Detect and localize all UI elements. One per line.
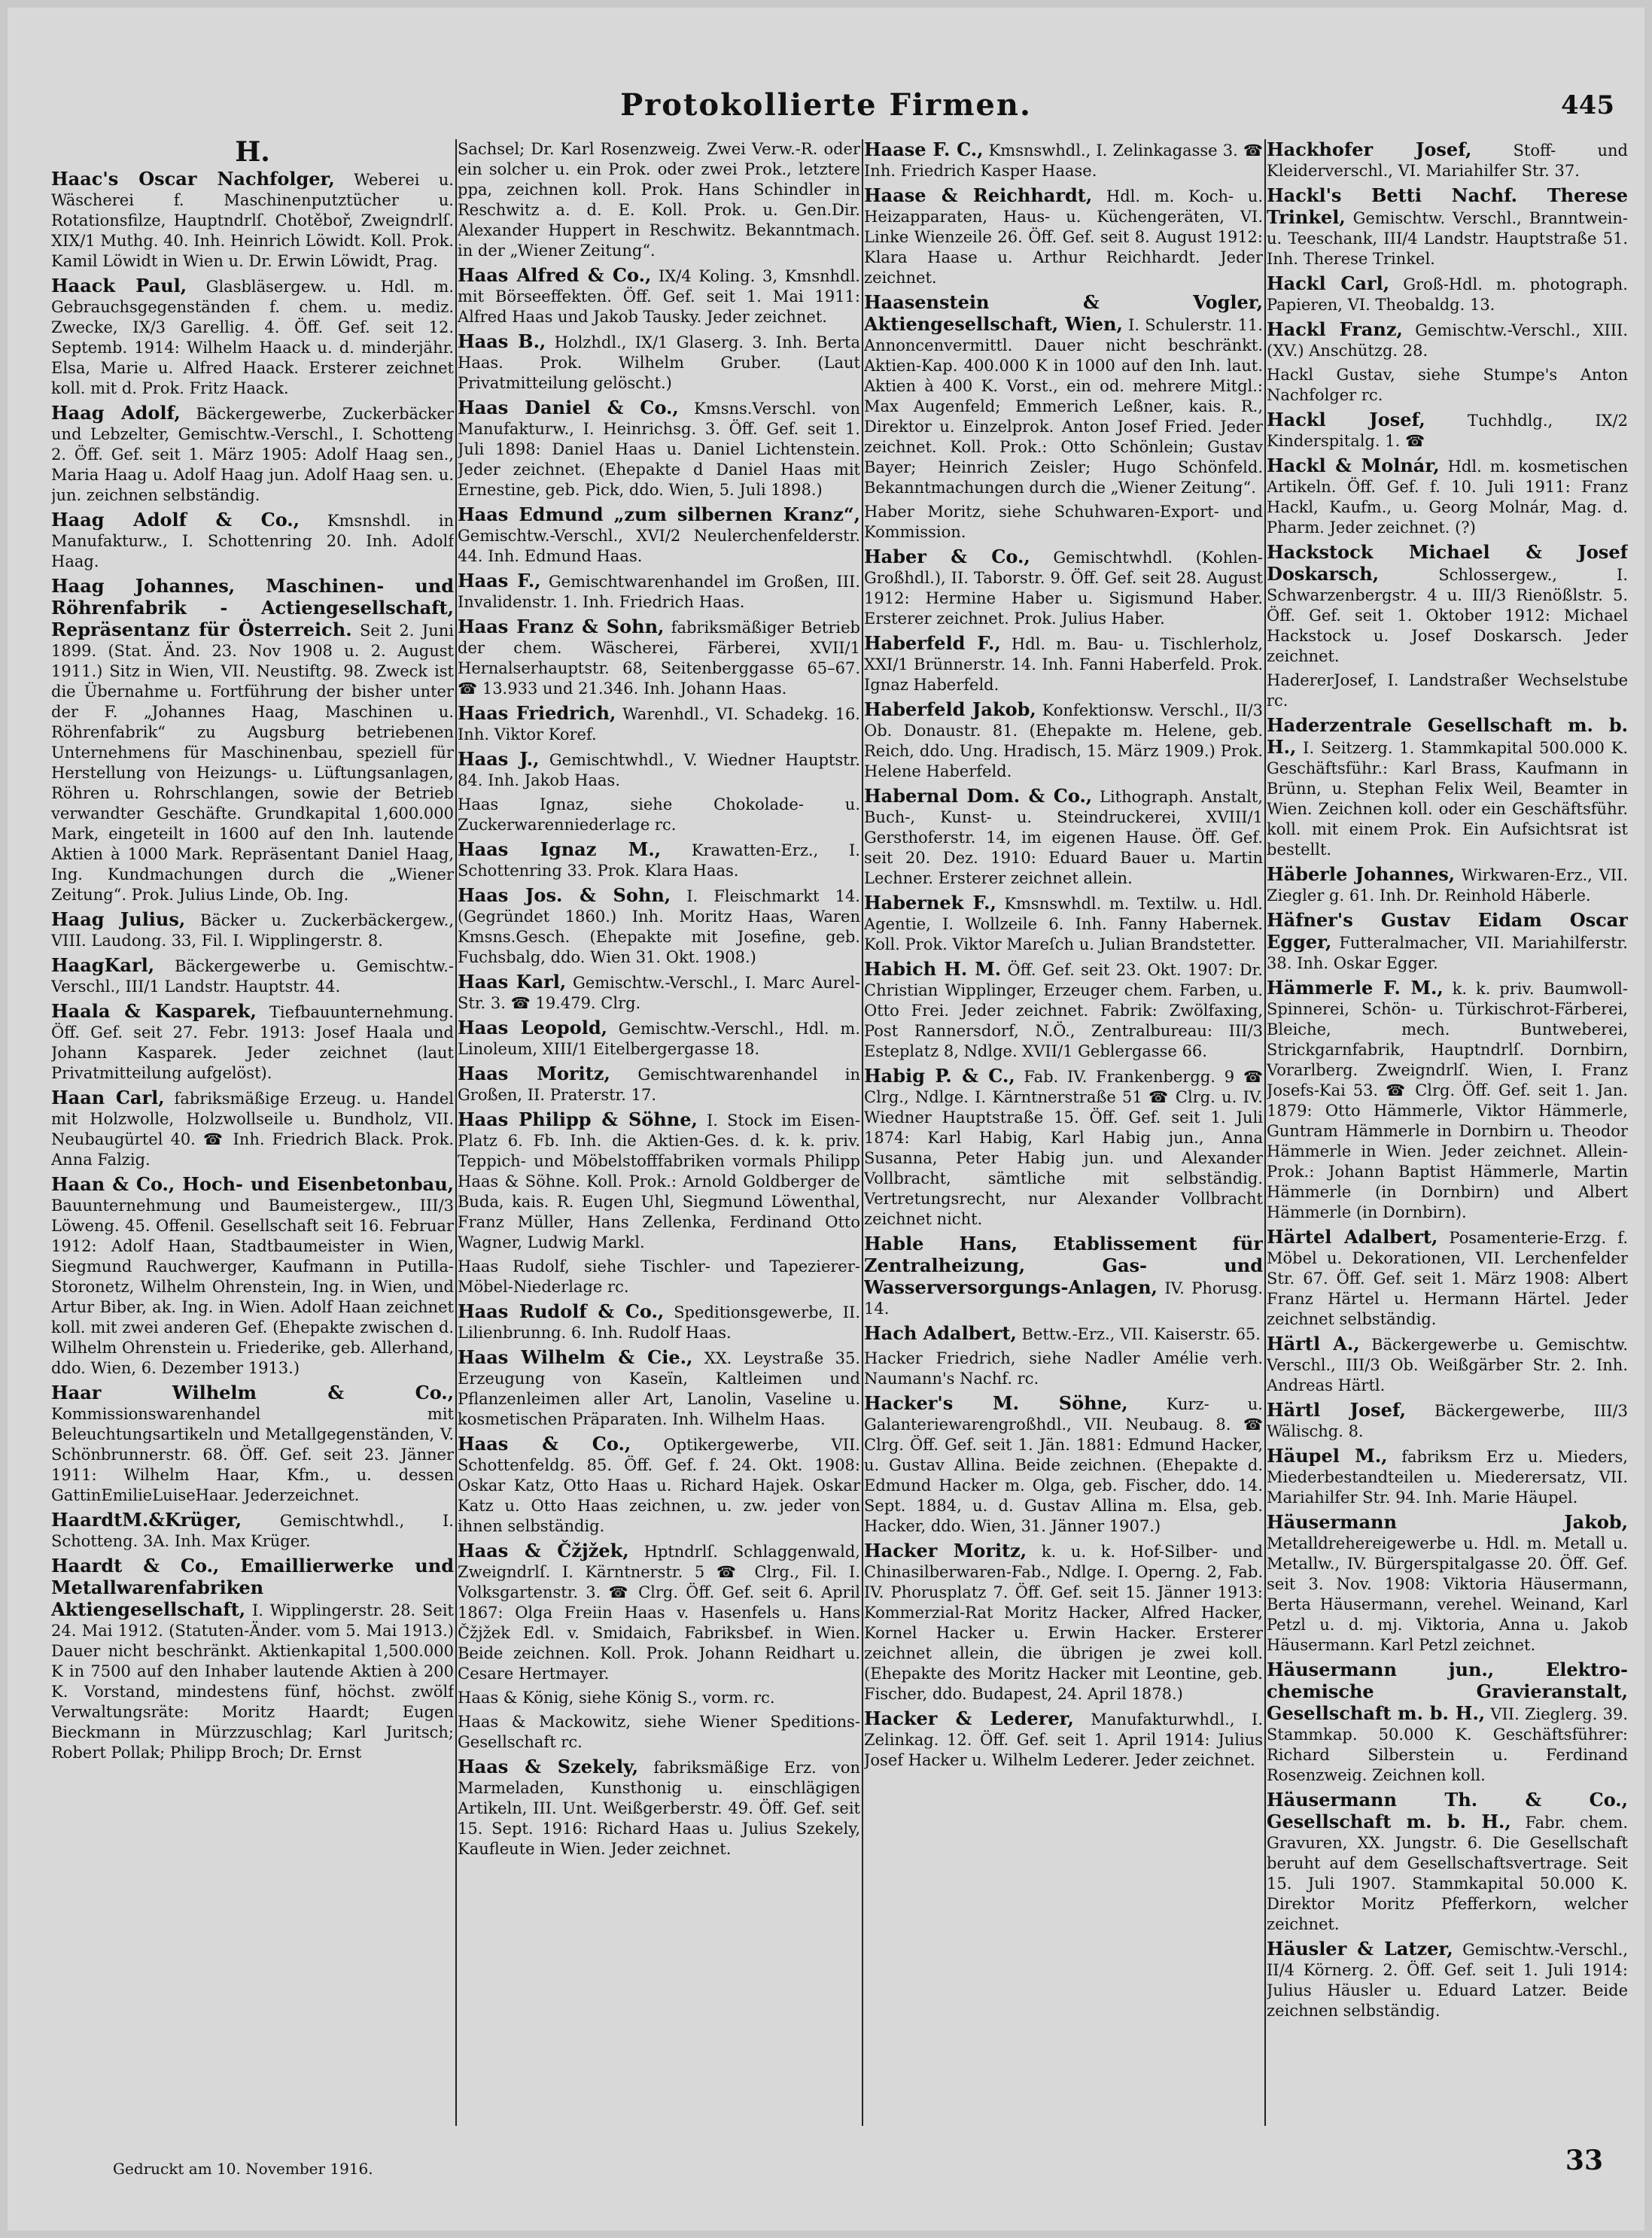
firm-details: Gemischtw.-Verschl., II/4 Körnerg. 2. Öff. Gef. seit 1. Juli 1914: Julius Häusler u. Eduard Latzer. Beide zeichnen selbständig. [1267, 1941, 1628, 2020]
directory-entry [51, 1555, 454, 1763]
column-1 [51, 139, 454, 2126]
directory-entry [1267, 1446, 1628, 1508]
directory-entry [1267, 1400, 1628, 1442]
firm-name: Hackl Carl, [1267, 272, 1390, 294]
directory-entry [1267, 409, 1628, 452]
firm-details: I. Fleischmarkt 14. (Gegründet 1860.) Inh. Moritz Haas, Waren Kmsns.Gesch. (Ehepakte mit Josefine, geb. Fuchsbalg, ddo. Wien 31. Okt. 1908.) [458, 887, 860, 966]
directory-entry [51, 955, 454, 997]
column-divider [455, 139, 457, 2126]
column-2 [458, 139, 860, 2126]
firm-name: Haas J., [458, 748, 540, 770]
firm-details: Kmsnswhdl., I. Zelinkagasse 3. ☎ Inh. Friedrich Kasper Haase. [864, 141, 1263, 180]
firm-name: Haas Leopold, [458, 1017, 607, 1038]
firm-name: Hach Adalbert, [864, 1322, 1017, 1344]
firm-name: Hable Hans, Etablissement für Zentralheizung, Gas- und Wasserversorgungs-Anlagen, [864, 1233, 1263, 1298]
directory-entry [458, 570, 860, 613]
firm-name: Haas Alfred & Co., [458, 264, 652, 286]
firm-details: k. k. priv. Baumwoll-Spinnerei, Schön- u. Türkischrot-Färberei, Bleiche, mech. Buntweberei, Strickgarnfabrik, Hauptndrlſ. Dornbirn, Vorarlberg. Zweigndrlſ. Wien, I. Franz Josefs-Kai 53. ☎ Clrg. Öff. Gef. seit 1. Jan. 1879: Otto Hämmerle, Viktor Hämmerle, Guntram Hämmerle in Dornbirn u. Theodor Hämmerle in Wien. Jeder zeichnet. Allein-Prok.: Johann Baptist Hämmerle, Martin Hämmerle (in Dornbirn) und Albert Hämmerle (in Dornbirn). [1267, 980, 1628, 1221]
directory-entry [864, 699, 1263, 782]
firm-details: Stoff- und Kleiderverschl., VI. Mariahilfer Str. 37. [1267, 141, 1628, 180]
firm-details: Warenhdl., VI. Schadekg. 16. Inh. Viktor Koref. [458, 705, 860, 743]
directory-entry [458, 265, 860, 327]
firm-details: Hdl. m. kosmetischen Artikeln. Öff. Gef. f. 10. Juli 1911: Franz Hackl, Kaufm., u. Georg Molnár, Mag. d. Pharm. Jeder zeichnet. (?) [1267, 458, 1628, 537]
firm-details: Schlossergew., I. Schwarzenbergstr. 4 u. III/3 Rienößlstr. 5. Öff. Gef. seit 1. Oktober 1912: Michael Hackstock u. Josef Doskarsch. Jeder zeichnet. [1267, 566, 1628, 665]
directory-entry [1267, 715, 1628, 860]
directory-entry [1267, 273, 1628, 315]
firm-name: Hackl's Betti Nachf. Therese Trinkel, [1267, 184, 1628, 228]
firm-details: Manufakturwhdl., I. Zelinkag. 12. Öff. Gef. seit 1. April 1914: Julius Josef Hacker u. Wilhelm Lederer. Jeder zeichnet. [864, 1710, 1263, 1769]
firm-name: HaagKarl, [51, 954, 155, 976]
directory-entry [864, 139, 1263, 181]
firm-name: Hacker & Lederer, [864, 1707, 1074, 1729]
directory-entry [51, 1001, 454, 1084]
firm-name: Haala & Kasparek, [51, 1000, 257, 1022]
directory-entry [1267, 139, 1628, 181]
firm-details: Gemischtwarenhandel in Großen, II. Praterstr. 17. [458, 1066, 860, 1104]
firm-details: Futteralmacher, VII. Mariahilferstr. 38. Inh. Oskar Egger. [1267, 934, 1628, 972]
firm-name: Haack Paul, [51, 275, 187, 296]
firm-details: Sachsel; Dr. Karl Rosenzweig. Zwei Verw.-R. oder ein solcher u. ein Prok. oder zwei Prok., letztere ppa, zeichnen koll. Prok. Hans Schindler in Reschwitz a. d. E. Koll. Prok. u. Gen.Dir. Alexander Huppert in Reschwitz. Bekanntmach. in der „Wiener Zeitung“. [458, 140, 860, 260]
directory-entry [1267, 185, 1628, 269]
directory-entry [864, 892, 1263, 955]
firm-details: Hdl. m. Bau- u. Tischlerholz, XXI/1 Brünnerstr. 14. Inh. Fanni Haberfeld. Prok. Ignaz Haberfeld. [864, 635, 1263, 694]
directory-entry [864, 292, 1263, 498]
firm-details: Lithograph. Anstalt, Buch-, Kunst- u. Steindruckerei, XVIII/1 Gersthoferstr. 14, im eigenen Hause. Öff. Gef. seit 20. Dez. 1910: Eduard Bauer u. Martin Lechner. Ersterer zeichnet allein. [864, 788, 1263, 887]
firm-name: Habernal Dom. & Co., [864, 785, 1093, 807]
firm-details: Groß-Hdl. m. photograph. Papieren, VI. Theobaldg. 13. [1267, 275, 1628, 314]
firm-name: Haardt & Co., Emaillierwerke und Metallwarenfabriken Aktiengesellschaft, [51, 1555, 454, 1620]
firm-name: Haas Karl, [458, 971, 567, 993]
directory-entry [51, 403, 454, 506]
firm-details: fabriksmäßiger Betrieb der chem. Wäscherei, Färberei, XVII/1 Hernalserhauptstr. 68, Seitenberggasse 65–67. ☎ 13.933 und 21.346. Inh. Johann Haas. [458, 619, 860, 698]
firm-name: Haas Ignaz M., [458, 838, 662, 860]
directory-entry [864, 959, 1263, 1062]
firm-details: Tuchhdlg., IX/2 Kinderspitalg. 1. ☎ [1267, 412, 1628, 450]
firm-details: Kurz- u. Galanteriewarengroßhdl., VII. Neubaug. 8. ☎ Clrg. Öff. Gef. seit 1. Jän. 1881: Edmund Hacker, u. Gustav Allina. Beide zeichnen. (Ehepakte d. Edmund Hacker m. Olga, geb. Fischer, ddo. 14. Sept. 1884, u. d. Gustav Allina m. Elsa, geb. Hacker, ddo. Wien, 31. Jänner 1907.) [864, 1395, 1263, 1535]
directory-entry [458, 795, 860, 835]
firm-details: I. Seitzerg. 1. Stammkapital 500.000 K. Geschäftsführ.: Karl Brass, Kaufmann in Brünn, u. Stephan Felix Weil, Beamter in Wien. Zeichnen koll. oder ein Geschäftsführ. koll. mit einem Prok. Ein Aufsichtsrat ist bestellt. [1267, 739, 1628, 859]
firm-name: Haas & Čžjžek, [458, 1540, 629, 1561]
firm-details: Haas & Mackowitz, siehe Wiener Speditions-Gesellschaft rc. [458, 1713, 860, 1751]
page-number: 445 [1561, 90, 1614, 120]
directory-entry [864, 1066, 1263, 1230]
firm-details: Gemischtw.-Verschl., I. Marc Aurel-Str. 3. ☎ 19.479. Clrg. [458, 974, 860, 1012]
directory-entry [1267, 1227, 1628, 1330]
firm-details: fabriksm Erz u. Mieders, Miederbestandteilen u. Miederersatz, VII. Mariahilfer Str. 94. Inh. Marie Häupel. [1267, 1448, 1628, 1507]
firm-details: Krawatten-Erz., I. Schottenring 33. Prok. Klara Haas. [458, 841, 860, 880]
directory-entry [458, 1347, 860, 1430]
directory-entry [51, 576, 454, 905]
firm-name: Häfner's Gustav Eidam Oscar Egger, [1267, 909, 1628, 953]
directory-entry [864, 1323, 1263, 1345]
firm-details: Posamenterie-Erzg. f. Möbel u. Dekorationen, VII. Lerchenfelder Str. 67. Öff. Gef. seit 1. März 1908: Albert Franz Härtel u. Hermann Härtel. Jeder zeichnet selbständig. [1267, 1229, 1628, 1328]
column-divider [1264, 139, 1266, 2126]
firm-name: Haac's Oscar Nachfolger, [51, 168, 335, 190]
directory-entry [864, 633, 1263, 695]
directory-entry [864, 185, 1263, 288]
firm-name: Hackl Franz, [1267, 318, 1403, 340]
directory-entry [864, 1708, 1263, 1771]
firm-details: Bäckergewerbe, III/3 Wälischg. 8. [1267, 1402, 1628, 1440]
firm-details: Gemischtw.-Verschl., XVI/2 Neulerchenfelderstr. 44. Inh. Edmund Haas. [458, 527, 860, 565]
directory-entry [864, 1540, 1263, 1704]
firm-details: Gemischtw. Verschl., Branntwein- u. Teeschank, III/4 Landstr. Hauptstraße 51. Inh. Therese Trinkel. [1267, 209, 1628, 268]
firm-name: Hämmerle F. M., [1267, 977, 1444, 999]
directory-entry [864, 1393, 1263, 1537]
firm-name: Hackhofer Josef, [1267, 139, 1472, 160]
firm-details: Weberei u. Wäscherei f. Maschinenputztücher u. Rotationsfilze, Hauptndrlſ. Chotěboř, Zweigndrlſ. XIX/1 Muthg. 40. Inh. Heinrich Löwidt. Koll. Prok. Kamil Löwidt in Wien u. Dr. Erwin Löwidt, Prag. [51, 171, 454, 270]
firm-name: Haan Carl, [51, 1087, 165, 1108]
firm-details: Haas Rudolf, siehe Tischler- und Tapezierer-Möbel-Niederlage rc. [458, 1257, 860, 1296]
directory-entry [1267, 1512, 1628, 1656]
firm-details: Fabr. chem. Gravuren, XX. Jungstr. 6. Die Gesellschaft beruht auf dem Gesellschaftsvertrage. Seit 15. Juli 1907. Stammkapital 50.000 K. Direktor Moritz Pfefferkorn, welcher zeichnet. [1267, 1814, 1628, 1933]
firm-details: Hackl Gustav, siehe Stumpe's Anton Nachfolger rc. [1267, 366, 1628, 404]
firm-name: Haasenstein & Vogler, Aktiengesellschaft, Wien, [864, 291, 1263, 335]
directory-entry [1267, 670, 1628, 711]
firm-details: Bäckergewerbe u. Gemischtw. Verschl., III/3 Ob. Weißgärber Str. 2. Inh. Andreas Härtl. [1267, 1336, 1628, 1394]
firm-name: Haas Franz & Sohn, [458, 616, 665, 637]
firm-name: Habig P. & C., [864, 1065, 1015, 1087]
firm-details: Fab. IV. Frankenbergg. 9 ☎ Clrg., Ndlge. I. Kärntnerstraße 51 ☎ Clrg. u. IV. Wiedner Hauptstraße 15. Öff. Gef. seit 1. Juli 1874: Karl Habig, Karl Habig jun., Anna Susanna, Peter Habig jun. und Alexander Vollbracht, sämtliche mit selbständig. Vertretungsrecht, nur Alexander Vollbracht zeichnet nicht. [864, 1068, 1263, 1228]
directory-entry [51, 1174, 454, 1379]
page-header [8, 83, 1644, 128]
firm-name: Haas Rudolf & Co., [458, 1300, 665, 1322]
firm-details: Gemischtwhdl. (Kohlen-Großhdl.), II. Taborstr. 9. Öff. Gef. seit 28. August 1912: Hermine Haber u. Sigismund Haber. Ersterer zeichnet. Prok. Julius Haber. [864, 549, 1263, 628]
firm-details: Seit 2. Juni 1899. (Stat. Änd. 23. Nov 1908 u. 2. August 1911.) Sitz in Wien, VII. Neustiftg. 98. Zweck ist die Übernahme u. Fortführung der bisher unter der F. „Johannes Haag, Maschinen u. Röhrenfabrik“ zu Augsburg betriebenen Unternehmens für Maschinenbau, speziell für Herstellung von Heizungs- u. Lüftungsanlagen, Röhren u. Rohrschlangen, sowie der Betrieb verwandter Geschäfte. Grundkapital 1,600.000 Mark, eingeteilt in 1600 auf den Inh. lautende Aktien à 1000 Mark. Repräsentant Daniel Haag, Ing. Kundmachungen durch die „Wiener Zeitung“. Prok. Julius Linde, Ob. Ing. [51, 622, 454, 904]
directory-entry [864, 786, 1263, 889]
section-letter: H. [235, 139, 270, 168]
column-3 [864, 139, 1263, 2126]
directory-entry [458, 616, 860, 699]
directory-entry [1267, 365, 1628, 406]
directory-entry [51, 1510, 454, 1552]
firm-details: Öff. Gef. seit 23. Okt. 1907: Dr. Christian Wipplinger, Erzeuger chem. Farben, u. Otto Frei. Jeder zeichnet. Fabrik: Zwölfaxing, Post Rannersdorf, N.Ö., Zentralbureau: III/3 Esteplatz 8, Ndlge. XVII/1 Geblergasse 66. [864, 961, 1263, 1060]
directory-entry [458, 749, 860, 791]
directory-entry [864, 546, 1263, 629]
firm-name: Häusermann Th. & Co., Gesellschaft m. b. H., [1267, 1789, 1628, 1832]
directory-entry [51, 909, 454, 951]
directory-entry [864, 1233, 1263, 1319]
firm-details: I. Schulerstr. 11. Annoncenvermittl. Dauer nicht beschränkt. Aktien-Kap. 400.000 K in 1000 auf den Inh. laut. Aktien à 400 K. Vorst., ein od. mehrere Mitgl.: Max Augenfeld; Emmerich Leßner, kais. R., Direktor u. Einzelprok. Anton Josef Fried. Jeder zeichnet. Koll. Prok.: Otto Schönlein; Gustav Bayer; Heinrich Zeisler; Hugo Schönfeld. Bekanntmachungen durch die „Wiener Zeitung“. [864, 316, 1263, 497]
firm-name: Haag Julius, [51, 908, 186, 930]
directory-entry [458, 1063, 860, 1105]
firm-name: Haase & Reichhardt, [864, 184, 1093, 206]
firm-name: Haber & Co., [864, 546, 1030, 567]
directory-entry [1267, 1789, 1628, 1935]
firm-name: Hacker Moritz, [864, 1540, 1027, 1561]
firm-details: Konfektionsw. Verschl., II/3 Ob. Donaustr. 81. (Ehepakte m. Helene, geb. Reich, ddo. Ung. Hradisch, 15. März 1909.) Prok. Helene Haberfeld. [864, 701, 1263, 780]
firm-name: Häupel M., [1267, 1445, 1388, 1467]
firm-details: k. u. k. Hof-Silber- und Chinasilberwaren-Fab., Ndlge. I. Operng. 2, Fab. IV. Phorusplatz 7. Öff. Gef. seit 15. Jänner 1913: Kommerzial-Rat Moritz Hacker, Alfred Hacker, Kornel Hacker u. Erwin Hacker. Ersterer zeichnet allein, die übrigen je zwei koll. (Ehepakte des Moritz Hacker mit Leontine, geb. Fischer, ddo. Budapest, 24. April 1878.) [864, 1543, 1263, 1703]
firm-details: Wirkwaren-Erz., VII. Ziegler g. 61. Inh. Dr. Reinhold Häberle. [1267, 866, 1628, 905]
directory-entry [458, 397, 860, 500]
directory-entry [458, 1257, 860, 1297]
directory-entry [864, 502, 1263, 543]
print-date: Gedruckt am 10. November 1916. [113, 2160, 373, 2178]
firm-details: Holzhdl., IX/1 Glaserg. 3. Inh. Berta Haas. Prok. Wilhelm Gruber. (Laut Privatmitteilung gelöscht.) [458, 333, 860, 392]
firm-name: Hackl Josef, [1267, 409, 1425, 430]
firm-details: Hdl. m. Koch- u. Heizapparaten, Haus- u. Küchengeräten, VI. Linke Wienzeile 26. Öff. Gef. seit 8. August 1912: Klara Haase u. Arthur Reichhardt. Jeder zeichnet. [864, 187, 1263, 287]
firm-name: Habernek F., [864, 892, 996, 914]
firm-details: Gemischtw.-Verschl., XIII. (XV.) Anschützg. 28. [1267, 321, 1628, 360]
firm-details: Bäckergewerbe u. Gemischtw.-Verschl., III/1 Landstr. Hauptstr. 44. [51, 957, 454, 996]
firm-details: Haas Ignaz, siehe Chokolade- u. Zuckerwarenniederlage rc. [458, 795, 860, 834]
firm-details: Kmsnshdl. in Manufakturw., I. Schottenring 20. Inh. Adolf Haag. [51, 512, 454, 570]
firm-name: Haar Wilhelm & Co., [51, 1382, 454, 1403]
directory-entry [1267, 319, 1628, 361]
directory-entry [458, 703, 860, 745]
page-title: Protokollierte Firmen. [620, 87, 1032, 123]
directory-entry [1267, 1938, 1628, 2021]
column-divider [862, 139, 863, 2126]
directory-entry [458, 139, 860, 261]
directory-entry [458, 1017, 860, 1060]
firm-name: Haas B., [458, 330, 546, 352]
firm-name: Haas Daniel & Co., [458, 397, 679, 418]
directory-entry [1267, 455, 1628, 538]
firm-name: Haas Friedrich, [458, 702, 616, 724]
directory-entry [458, 1434, 860, 1537]
firm-details: IV. Phorusg. 14. [864, 1279, 1263, 1318]
directory-entry [1267, 542, 1628, 667]
firm-name: Hackstock Michael & Josef Doskarsch, [1267, 541, 1628, 585]
directory-entry [1267, 910, 1628, 974]
directory-entry [1267, 1333, 1628, 1396]
firm-name: Haas F., [458, 570, 541, 591]
firm-details: Bäcker u. Zuckerbäckergew., VIII. Laudong. 33, Fil. I. Wipplingerstr. 8. [51, 911, 454, 950]
firm-name: Häberle Johannes, [1267, 863, 1456, 885]
firm-name: Häusler & Latzer, [1267, 1938, 1453, 1960]
firm-name: Haas & Szekely, [458, 1756, 639, 1777]
firm-details: Hptndrlſ. Schlaggenwald, Zweigndrlſ. I. Kärntnerstr. 5 ☎ Clrg., Fil. I. Volksgartenstr. 3. ☎ Clrg. Öff. Gef. seit 6. April 1867: Olga Freiin Haas v. Hasenfels u. Hans Čžjžek Edl. v. Smidaich, Fabriksbef. in Wien. Beide zeichnen. Koll. Prok. Johann Reidhart u. Cesare Hertmayer. [458, 1543, 860, 1683]
directory-entry [458, 885, 860, 968]
firm-details: Kmsns.Verschl. von Manufakturw., I. Heinrichsg. 3. Öff. Gef. seit 1. Juli 1898: Daniel Haas u. Daniel Lichtenstein. Jeder zeichnet. (Ehepakte d Daniel Haas mit Ernestine, geb. Pick, ddo. Wien, 5. Juli 1898.) [458, 400, 860, 499]
firm-name: Haas Moritz, [458, 1063, 610, 1084]
directory-entry [1267, 978, 1628, 1223]
firm-name: Haas & Co., [458, 1433, 631, 1455]
directory-entry [51, 169, 454, 272]
firm-name: Haag Adolf & Co., [51, 509, 300, 531]
firm-details: Bettw.-Erz., VII. Kaiserstr. 65. [1021, 1325, 1261, 1343]
firm-details: fabriksmäßige Erz. von Marmeladen, Kunsthonig u. einschlägigen Artikeln, III. Unt. Weißgerberstr. 49. Öff. Gef. seit 15. Sept. 1916: Richard Haas u. Julius Szekely, Kaufleute in Wien. Jeder zeichnet. [458, 1759, 860, 1858]
page [8, 8, 1644, 2230]
firm-name: Haan & Co., Hoch- und Eisenbetonbau, [51, 1173, 454, 1195]
firm-name: Hackl & Molnár, [1267, 455, 1440, 476]
directory-entry [51, 1382, 454, 1506]
directory-entry [458, 1688, 860, 1708]
directory-entry [458, 1712, 860, 1753]
directory-entry [458, 972, 860, 1014]
firm-details: Optikergewerbe, VII. Schottenfeldg. 85. Öff. Gef. f. 24. Okt. 1908: Oskar Katz, Otto Haas u. Richard Hajek. Oskar Katz u. Otto Haas zeichnen, u. zw. jeder von ihnen selbständig. [458, 1436, 860, 1535]
firm-name: HaardtM.&Krüger, [51, 1509, 242, 1531]
firm-details: I. Stock im Eisen-Platz 6. Fb. Inh. die Aktien-Ges. d. k. k. priv. Teppich- und Möbelstofffabriken vormals Philipp Haas & Söhne. Koll. Prok.: Arnold Goldberger de Buda, kais. R. Eugen Uhl, Siegmund Löwenthal, Franz Müller, Hans Zellenka, Ferdinand Otto Wagner, Ludwig Markl. [458, 1111, 860, 1251]
directory-entry [458, 1109, 860, 1253]
firm-details: IX/4 Koling. 3, Kmsnhdl. mit Börseeffekten. Öff. Gef. seit 1. Mai 1911: Alfred Haas und Jakob Tausky. Jeder zeichnet. [458, 267, 860, 326]
directory-entry [1267, 864, 1628, 906]
directory-entry [51, 275, 454, 399]
directory-entry [864, 1349, 1263, 1389]
firm-details: fabriksmäßige Erzeug. u. Handel mit Holzwolle, Holzwollseile u. Bundholz, VII. Neubaugürtel 40. ☎ Inh. Friedrich Black. Prok. Anna Falzig. [51, 1090, 454, 1169]
directory-entry [51, 509, 454, 572]
firm-details: Kmsnswhdl. m. Textilw. u. Hdl. Agentie, I. Wollzeile 6. Inh. Fanny Habernek. Koll. Prok. Viktor Mareſch u. Julian Brandstetter. [864, 895, 1263, 953]
firm-name: Haas Philipp & Söhne, [458, 1108, 698, 1130]
signature-mark: 33 [1565, 2145, 1603, 2176]
firm-name: Härtl A., [1267, 1333, 1360, 1355]
firm-details: I. Wipplingerstr. 28. Seit 24. Mai 1912. (Statuten-Änder. vom 5. Mai 1913.) Dauer nicht beschränkt. Aktienkapital 1,500.000 K in 7500 auf den Inhaber lautende Aktien à 200 K. Vorstand, mindestens fünf, höchst. zwölf Verwaltungsräte: Moritz Haardt; Eugen Bieckmann in Mürzzuschlag; Karl Juritsch; Robert Pollak; Philipp Broch; Dr. Ernst [51, 1601, 454, 1762]
firm-name: Häusermann Jakob, [1267, 1511, 1628, 1533]
firm-name: Haag Johannes, Maschinen- und Röhrenfabrik - Actiengesellschaft, Repräsentanz für Österreich. [51, 575, 454, 640]
firm-details: Bäckergewerbe, Zuckerbäcker und Lebzelter, Gemischtw.-Verschl., I. Schotteng 2. Öff. Gef. seit 1. März 1905: Adolf Haag sen., Maria Haag u. Adolf Haag jun. Adolf Haag sen. u. jun. zeichnen selbständig. [51, 405, 454, 504]
firm-details: HadererJosef, I. Landstraßer Wechselstube rc. [1267, 671, 1628, 710]
firm-details: Tiefbauunternehmung. Öff. Gef. seit 27. Febr. 1913: Josef Haala und Johann Kasparek. Jeder zeichnet (laut Privatmitteilung aufgelöst). [51, 1003, 454, 1082]
firm-name: Haberfeld Jakob, [864, 698, 1036, 720]
firm-details: Hacker Friedrich, siehe Nadler Amélie verh. Naumann's Nachf. rc. [864, 1349, 1263, 1388]
firm-details: XX. Leystraße 35. Erzeugung von Kaseïn, Kaltleimen und Pflanzenleimen aller Art, Lanolin, Vaseline u. kosmetischen Präparaten. Inh. Wilhelm Haas. [458, 1349, 860, 1428]
directory-entry [458, 1540, 860, 1684]
firm-details: Kommissionswarenhandel mit Beleuchtungsartikeln und Metallgegenständen, V. Schönbrunnerstr. 68. Öff. Gef. seit 23. Jänner 1911: Wilhelm Haar, Kfm., u. dessen GattinEmilieLuiseHaar. Jederzeichnet. [51, 1405, 454, 1504]
firm-details: Gemischtwhdl., I. Schotteng. 3A. Inh. Max Krüger. [51, 1512, 454, 1550]
firm-name: Haas Jos. & Sohn, [458, 884, 671, 906]
firm-details: Gemischtwhdl., V. Wiedner Hauptstr. 84. Inh. Jakob Haas. [458, 751, 860, 789]
directory-entry [458, 504, 860, 567]
firm-details: Gemischtwarenhandel im Großen, III. Invalidenstr. 1. Inh. Friedrich Haas. [458, 573, 860, 611]
firm-name: Haag Adolf, [51, 402, 181, 424]
firm-name: Haderzentrale Gesellschaft m. b. H., [1267, 714, 1628, 758]
directory-entry [458, 1756, 860, 1859]
firm-details: Haas & König, siehe König S., vorm. rc. [458, 1689, 775, 1707]
column-4 [1267, 139, 1628, 2126]
directory-entry [458, 1301, 860, 1343]
firm-details: Glasbläsergew. u. Hdl. m. Gebrauchsgegenständen f. chem. u. mediz. Zwecke, IX/3 Garellig. 4. Öff. Gef. seit 12. Septemb. 1914: Wilhelm Haack u. d. minderjähr. Elsa, Marie u. Alfred Haack. Ersterer zeichnet koll. mit d. Prok. Fritz Haack. [51, 278, 454, 397]
firm-name: Härtel Adalbert, [1267, 1226, 1438, 1248]
firm-name: Haas Wilhelm & Cie., [458, 1346, 693, 1368]
firm-name: Härtl Josef, [1267, 1399, 1406, 1421]
firm-name: Haberfeld F., [864, 632, 1001, 654]
firm-details: Metalldrehereigewerbe u. Hdl. m. Metall u. Metallw., IV. Bürgerspitalgasse 20. Öff. Gef. seit 3. Nov. 1908: Viktoria Häusermann, Berta Häusermann, verehel. Weinand, Karl Petzl u. d. mj. Viktoria, Anna u. Jakob Häusermann. Karl Petzl zeichnet. [1267, 1534, 1628, 1654]
firm-name: Hacker's M. Söhne, [864, 1392, 1128, 1414]
firm-name: Haase F. C., [864, 139, 984, 160]
directory-entry [458, 331, 860, 394]
directory-entry [51, 1087, 454, 1170]
directory-entry [1267, 1659, 1628, 1786]
firm-name: Häusermann jun., Elektro-chemische Gravieranstalt, Gesellschaft m. b. H., [1267, 1659, 1628, 1724]
firm-name: Habich H. M. [864, 958, 1002, 980]
firm-details: VII. Zieglerg. 39. Stammkap. 50.000 K. Geschäftsführer: Richard Silberstein u. Ferdinand Rosenzweig. Zeichnen koll. [1267, 1705, 1628, 1784]
firm-details: Gemischtw.-Verschl., Hdl. m. Linoleum, XIII/1 Eitelbergergasse 18. [458, 1020, 860, 1058]
firm-details: Bauunternehmung und Baumeistergew., III/3 Löweng. 45. Offenil. Gesellschaft seit 16. Februar 1912: Adolf Haan, Stadtbaumeister in Wien, Siegmund Rauchwerger, Kaufmann in Putilla-Storonetz, Wilhelm Ohrenstein, Ing. in Wien, und Artur Biber, ak. Ing. in Wien. Adolf Haan zeichnet koll. mit zwei anderen Gef. (Ehepakte zwischen d. Wilhelm Ohrenstein u. Friederike, geb. Allerhand, ddo. Wien, 6. Dezember 1913.) [51, 1197, 454, 1377]
directory-entry [458, 839, 860, 881]
directory-columns [51, 139, 1628, 2126]
firm-name: Haas Edmund „zum silbernen Kranz“, [458, 503, 860, 525]
firm-details: Speditionsgewerbe, II. Lilienbrunng. 6. Inh. Rudolf Haas. [458, 1303, 860, 1342]
firm-details: Haber Moritz, siehe Schuhwaren-Export- und Kommission. [864, 503, 1263, 541]
